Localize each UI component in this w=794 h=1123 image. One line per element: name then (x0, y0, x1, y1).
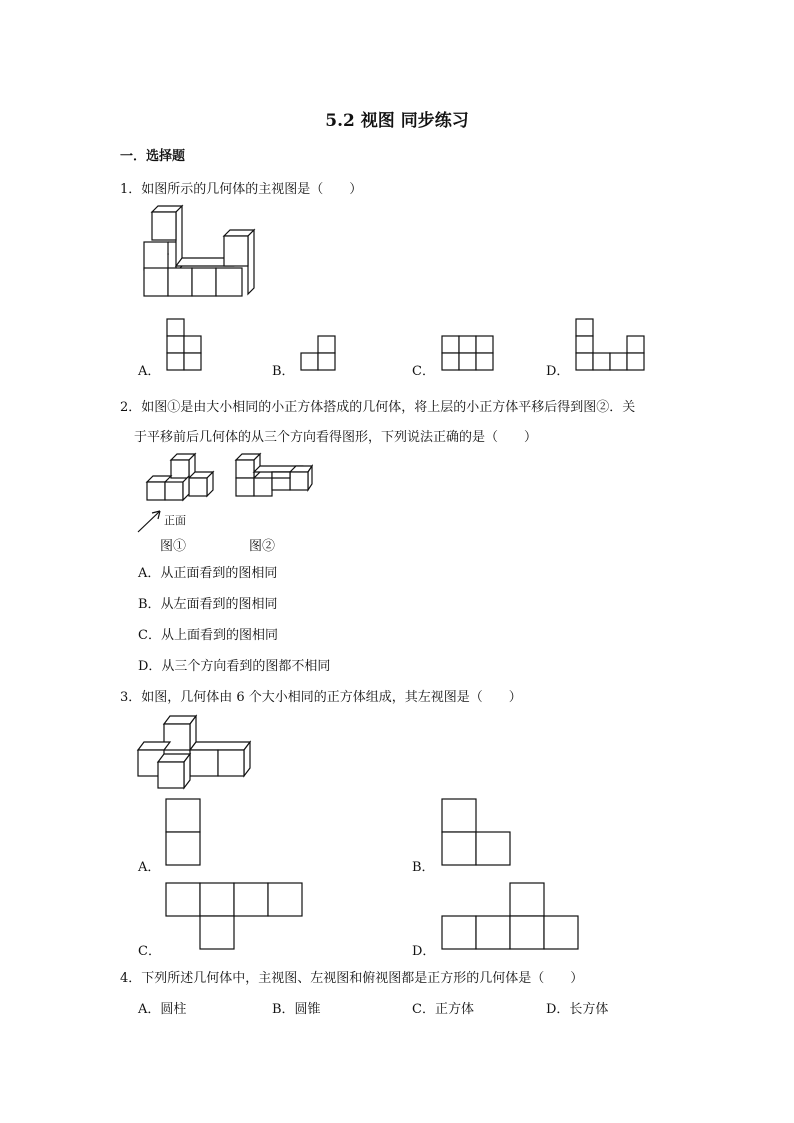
front-direction-label: 正面 (164, 514, 186, 527)
q2-figure-2-caption: 图② (249, 539, 276, 554)
q3-option-b-figure[interactable] (441, 798, 512, 867)
question-1-text: 1．如图所示的几何体的主视图是（ ） (120, 182, 363, 197)
q1-option-c-label[interactable]: C． (412, 364, 435, 379)
q1-option-c-figure[interactable] (441, 335, 494, 370)
q4-option-d[interactable]: D．长方体 (546, 1002, 609, 1017)
q4-option-b[interactable]: B．圆锥 (272, 1002, 321, 1017)
q2-option-d[interactable]: D．从三个方向看到的图都不相同 (138, 659, 331, 674)
q3-option-b-label[interactable]: B． (412, 860, 435, 875)
q3-option-c-figure[interactable] (165, 882, 304, 951)
section-heading: 一．选择题 (120, 149, 186, 164)
q2-figure-1 (145, 452, 215, 504)
q3-solid-figure (136, 714, 254, 790)
question-2-text-line1: 2．如图①是由大小相同的小正方体搭成的几何体，将上层的小正方体平移后得到图②．关 (120, 400, 636, 415)
q1-option-b-label[interactable]: B． (272, 364, 295, 379)
page-title: 5.2 视图 同步练习 (325, 111, 469, 131)
question-4-text: 4．下列所述几何体中，主视图、左视图和俯视图都是正方形的几何体是（ ） (120, 971, 584, 986)
q4-option-a[interactable]: A．圆柱 (138, 1002, 187, 1017)
q2-figure-2 (234, 452, 312, 504)
q1-option-d-label[interactable]: D． (546, 364, 570, 379)
q2-option-b[interactable]: B．从左面看到的图相同 (138, 597, 278, 612)
question-3-text: 3．如图，几何体由 6 个大小相同的正方体组成，其左视图是（ ） (120, 690, 522, 705)
q3-option-d-label[interactable]: D． (412, 944, 436, 959)
q1-option-b-figure[interactable] (300, 335, 336, 370)
q3-option-a-label[interactable]: A． (138, 860, 161, 875)
q3-option-d-figure[interactable] (441, 882, 580, 951)
q3-option-a-figure[interactable] (165, 798, 202, 867)
q1-option-a-figure[interactable] (166, 318, 202, 370)
q2-option-c[interactable]: C．从上面看到的图相同 (138, 628, 278, 643)
q1-option-a-label[interactable]: A． (138, 364, 161, 379)
q1-solid-figure (140, 208, 260, 300)
q3-option-c-label[interactable]: C． (138, 944, 161, 959)
q4-option-c[interactable]: C．正方体 (412, 1002, 474, 1017)
front-arrow-icon (136, 508, 164, 534)
question-2-text-line2: 于平移前后几何体的从三个方向看得图形，下列说法正确的是（ ） (134, 430, 538, 445)
q2-option-a[interactable]: A．从正面看到的图相同 (138, 566, 278, 581)
q2-figure-1-caption: 图① (160, 539, 187, 554)
q1-option-d-figure[interactable] (575, 318, 645, 370)
